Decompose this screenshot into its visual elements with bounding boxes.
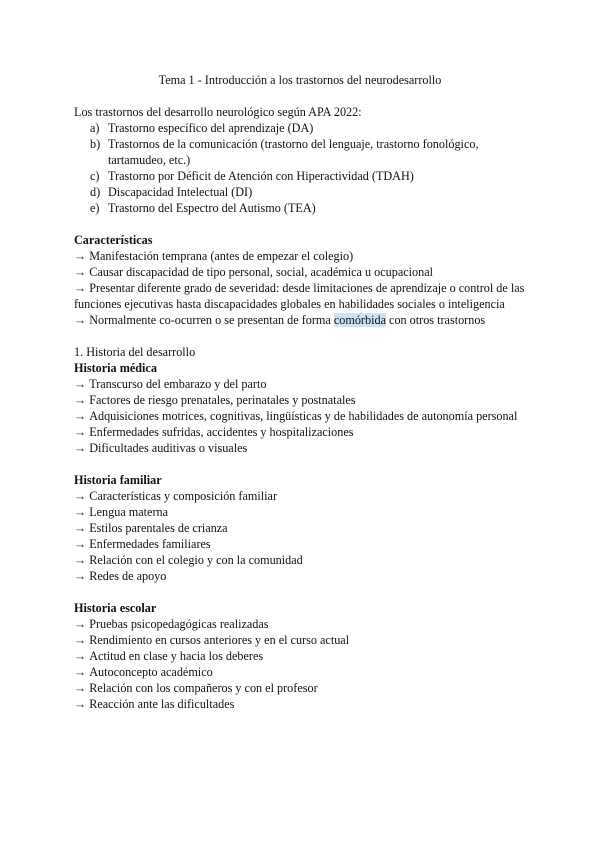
bullet-line: [74, 488, 534, 504]
arrow-icon: →: [74, 553, 87, 567]
list-item-text: Trastorno del Espectro del Autismo (TEA): [108, 201, 316, 215]
bullet-text: Relación con los compañeros y con el profesor: [89, 681, 318, 695]
bullet-line: [74, 696, 534, 712]
list-item: [74, 184, 534, 200]
bullet-line: [74, 664, 534, 680]
bullet-text: Enfermedades familiares: [89, 537, 211, 551]
list-marker: c): [90, 169, 100, 183]
bullet-line: [74, 552, 534, 568]
list-marker: d): [90, 185, 101, 199]
list-item-text: Discapacidad Intelectual (DI): [108, 185, 253, 199]
list-item-text: Trastornos de la comunicación (trastorno del lenguaje, trastorno fonológico,: [108, 137, 479, 151]
arrow-icon: →: [74, 249, 87, 263]
bullet-text: Relación con el colegio y con la comunidad: [89, 553, 303, 567]
section-heading: Historia familiar: [74, 473, 162, 487]
arrow-icon: →: [74, 265, 87, 279]
arrow-icon: →: [74, 569, 87, 583]
arrow-icon: →: [74, 665, 87, 679]
list-marker: b): [90, 137, 101, 151]
list-marker: a): [90, 121, 100, 135]
bullet-text: Adquisiciones motrices, cognitivas, lingüísticas y de habilidades de autonomía personal: [89, 409, 518, 423]
bullet-text: Presentar diferente grado de severidad: desde limitaciones de aprendizaje o control de las: [89, 281, 525, 295]
bullet-text: Características y composición familiar: [89, 489, 278, 503]
bullet-line: [74, 536, 534, 552]
arrow-icon: →: [74, 377, 87, 391]
bullet-text: Factores de riesgo prenatales, perinatales y postnatales: [89, 393, 356, 407]
arrow-icon: →: [74, 425, 87, 439]
arrow-icon: →: [74, 697, 87, 711]
bullet-text: Reacción ante las dificultades: [89, 697, 235, 711]
bullet-text: Estilos parentales de crianza: [89, 521, 228, 535]
intro-section: [74, 104, 534, 216]
arrow-icon: →: [74, 537, 87, 551]
arrow-icon: →: [74, 281, 87, 295]
bullet-text: Transcurso del embarazo y del parto: [89, 377, 267, 391]
list-item-text: Trastorno por Déficit de Atención con Hiperactividad (TDAH): [108, 169, 414, 183]
bullet-text: Rendimiento en cursos anteriores y en el curso actual: [89, 633, 350, 647]
disorder-list: [74, 120, 534, 216]
arrow-icon: →: [74, 393, 87, 407]
bullet-text: con otros trastornos: [385, 313, 486, 327]
bullet-line: [74, 312, 534, 328]
caracteristicas-section: [74, 232, 534, 328]
bullet-line: [74, 264, 534, 280]
bullet-line: [74, 248, 534, 264]
bullet-continuation: funciones ejecutivas hasta discapacidades globales en habilidades sociales o inteligencia: [74, 297, 505, 311]
arrow-icon: →: [74, 649, 87, 663]
list-item: [74, 200, 534, 216]
bullet-line: [74, 280, 534, 296]
historia-medica-section: [74, 344, 534, 456]
bullet-line: [74, 648, 534, 664]
arrow-icon: →: [74, 633, 87, 647]
bullet-line: [74, 616, 534, 632]
arrow-icon: →: [74, 681, 87, 695]
list-item: [74, 136, 534, 168]
bullet-text: Redes de apoyo: [89, 569, 167, 583]
historia-escolar-section: [74, 600, 534, 712]
list-item: [74, 120, 534, 136]
bullet-text: Pruebas psicopedagógicas realizadas: [89, 617, 269, 631]
bullet-text: Actitud en clase y hacia los deberes: [89, 649, 264, 663]
bullet-line: [74, 632, 534, 648]
section-heading: Historia escolar: [74, 601, 157, 615]
highlighted-word: comórbida: [333, 313, 386, 327]
bullet-line: [74, 376, 534, 392]
arrow-icon: →: [74, 521, 87, 535]
list-item-text: Trastorno específico del aprendizaje (DA): [108, 121, 314, 135]
bullet-text: Autoconcepto académico: [89, 665, 213, 679]
section-heading: Historia médica: [74, 361, 157, 375]
bullet-line: [74, 520, 534, 536]
bullet-text: Enfermedades sufridas, accidentes y hospitalizaciones: [89, 425, 354, 439]
bullet-line: [74, 424, 534, 440]
arrow-icon: →: [74, 313, 87, 327]
list-item: [74, 168, 534, 184]
list-item-text-continued: tartamudeo, etc.): [108, 153, 191, 167]
bullet-text: Normalmente co-ocurren o se presentan de forma: [89, 313, 334, 327]
list-marker: e): [90, 201, 100, 215]
arrow-icon: →: [74, 617, 87, 631]
bullet-line: [74, 568, 534, 584]
bullet-line: [74, 408, 534, 424]
bullet-line: [74, 392, 534, 408]
bullet-text: Lengua materna: [89, 505, 169, 519]
bullet-line: [74, 440, 534, 456]
intro-text: Los trastornos del desarrollo neurológico según APA 2022:: [74, 105, 362, 119]
arrow-icon: →: [74, 505, 87, 519]
arrow-icon: →: [74, 441, 87, 455]
bullet-line: [74, 504, 534, 520]
bullet-text: Causar discapacidad de tipo personal, social, académica u ocupacional: [89, 265, 434, 279]
section-number-heading: 1. Historia del desarrollo: [74, 345, 196, 359]
bullet-line: [74, 680, 534, 696]
page-title: Tema 1 - Introducción a los trastornos del neurodesarrollo: [158, 73, 442, 87]
historia-familiar-section: [74, 472, 534, 584]
arrow-icon: →: [74, 489, 87, 503]
bullet-text: Manifestación temprana (antes de empezar el colegio): [89, 249, 354, 263]
bullet-text: Dificultades auditivas o visuales: [89, 441, 248, 455]
arrow-icon: →: [74, 409, 87, 423]
section-heading: Características: [74, 233, 153, 247]
